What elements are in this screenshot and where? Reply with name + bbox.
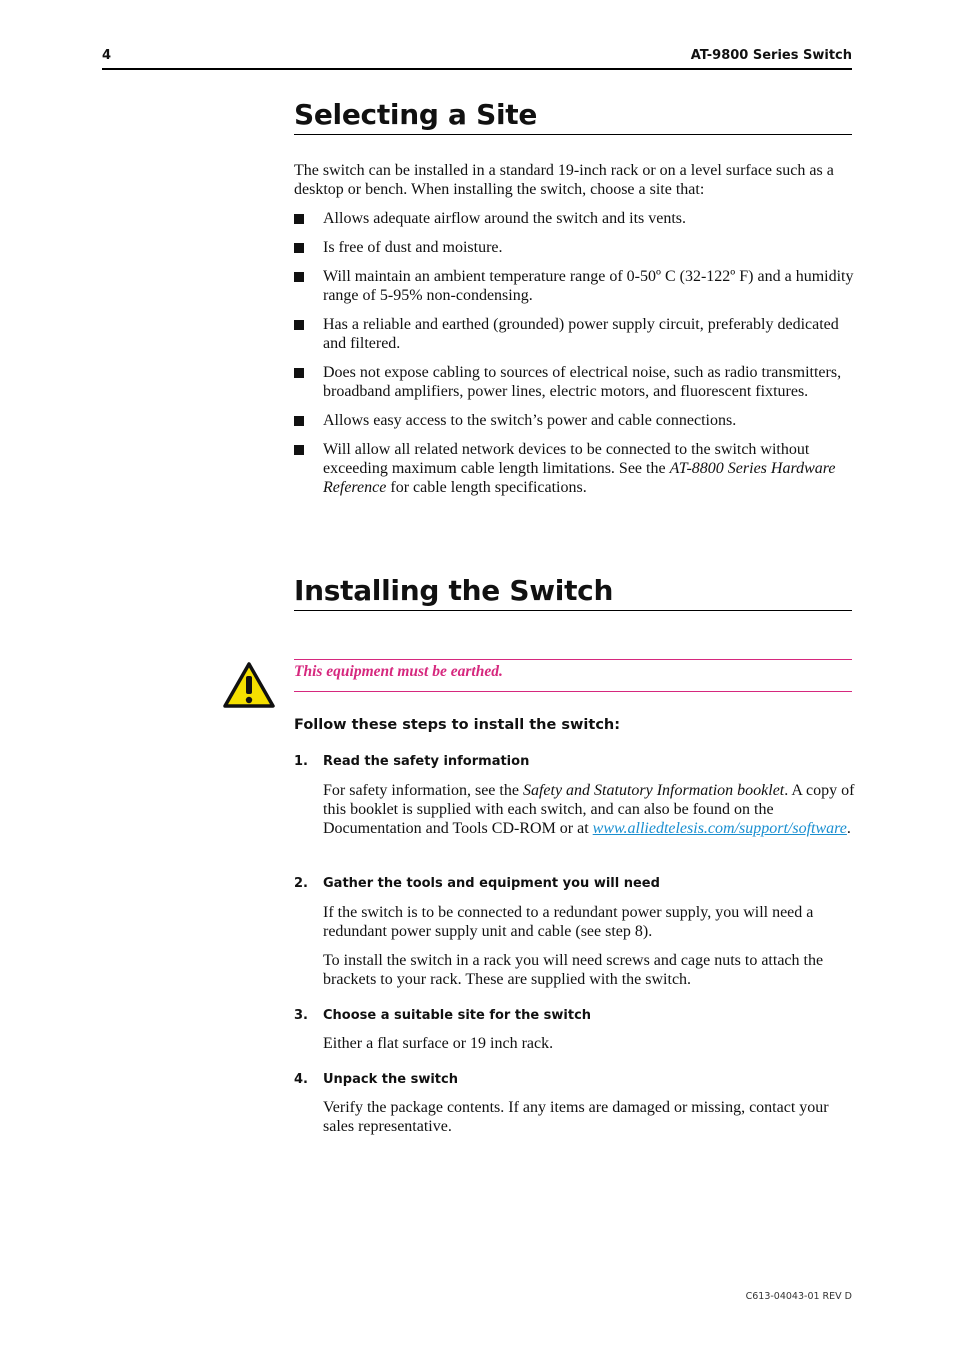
warning-top-rule [294,659,852,660]
list-item: Will maintain an ambient temperature range of 0-50º C (32-122º F) and a humidity range of 5-95% non-condensing. [294,267,854,305]
reference-title: AT-8800 Series Hardware Reference [323,460,836,496]
step-heading: 1. Read the safety information [294,754,530,769]
section-heading-selecting-site: Selecting a Site [294,98,852,135]
step-heading: 4. Unpack the switch [294,1072,458,1087]
bullet-square-icon [294,272,304,282]
steps-intro: Follow these steps to install the switch: [294,717,621,733]
step-paragraph: For safety information, see the Safety and Statutory Information booklet. A copy of this booklet is supplied with each switch, and can also be found on the Documentation and Tools CD-ROM or at www.alliedtelesis.com/support/software. [323,782,855,837]
list-item: Has a reliable and earthed (grounded) power supply circuit, preferably dedicated and filtered. [294,315,854,353]
step-paragraph: If the switch is to be connected to a redundant power supply, you will need a redundant power supply unit and cable (see step 8). [323,904,814,940]
page-header [102,48,852,70]
document-code: C613-04043-01 REV D [745,1291,852,1302]
step-paragraph: Verify the package contents. If any items are damaged or missing, contact your sales representative. [323,1099,829,1135]
warning-bottom-rule [294,691,852,692]
document-title: AT-9800 Series Switch [690,48,852,63]
bullet-square-icon [294,416,304,426]
site-requirements-list [294,209,854,507]
step-heading: 2. Gather the tools and equipment you will need [294,876,660,891]
step-paragraph: Either a flat surface or 19 inch rack. [323,1035,554,1052]
step-paragraph: To install the switch in a rack you will need screws and cage nuts to attach the brackets to your rack. These are supplied with the switch. [323,952,824,988]
list-item: Allows easy access to the switch’s power and cable connections. [294,411,854,430]
section-heading-installing-switch: Installing the Switch [294,574,852,611]
support-software-link[interactable]: www.alliedtelesis.com/support/software [592,820,847,837]
bullet-square-icon [294,445,304,455]
section-intro: The switch can be installed in a standard 19-inch rack or on a level surface such as a desktop or bench. When installing the switch, choose a site that: [294,162,834,198]
list-item: Allows adequate airflow around the switch and its vents. [294,209,854,228]
step-heading: 3. Choose a suitable site for the switch [294,1008,592,1023]
booklet-title: Safety and Statutory Information booklet [522,782,785,799]
bullet-square-icon [294,320,304,330]
warning-triangle-icon [223,661,275,709]
list-item: Does not expose cabling to sources of electrical noise, such as radio transmitters, broadband amplifiers, power lines, electric motors, and fluorescent fixtures. [294,363,854,401]
list-item: Will allow all related network devices to be connected to the switch without exceeding maximum cable length limitations. See the AT-8800 Series Hardware Reference for cable length specifications. [294,440,854,497]
bullet-square-icon [294,368,304,378]
bullet-square-icon [294,214,304,224]
warning-message: This equipment must be earthed. [294,663,503,680]
bullet-square-icon [294,243,304,253]
page-number: 4 [102,48,112,63]
list-item: Is free of dust and moisture. [294,238,854,257]
